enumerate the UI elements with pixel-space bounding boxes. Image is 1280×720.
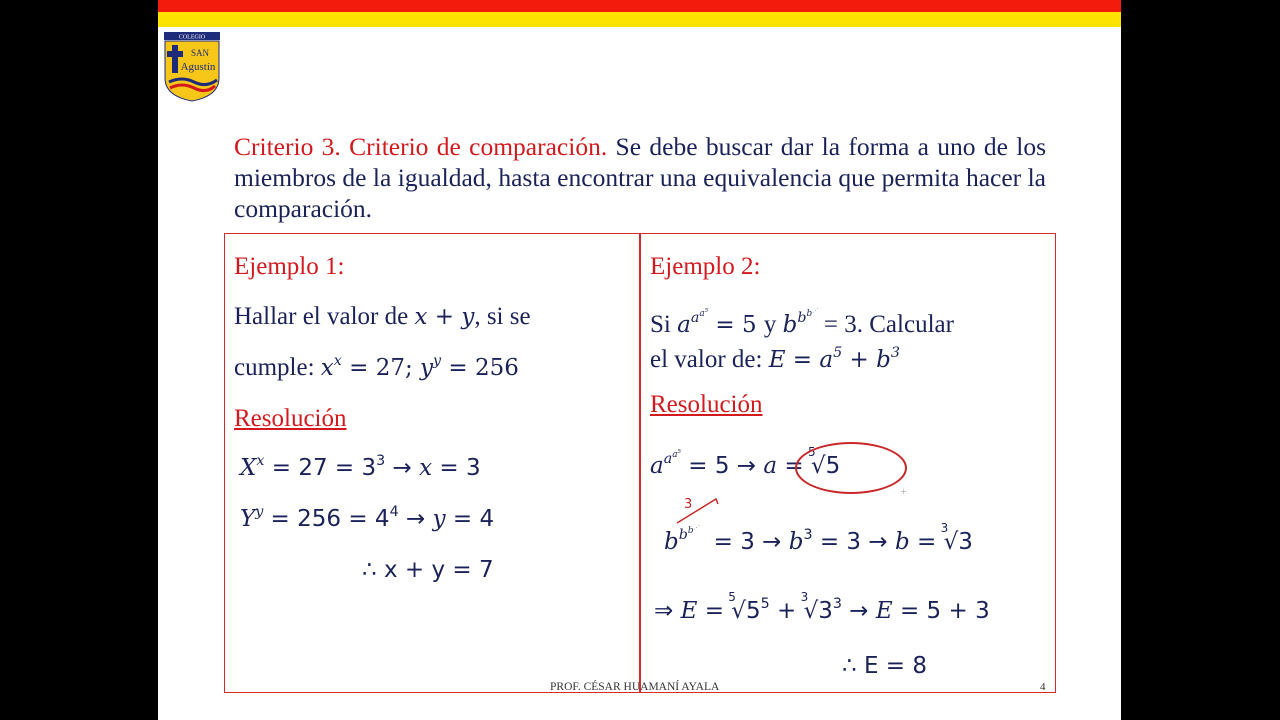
slide: [158, 0, 1121, 720]
answer-highlight-ellipse: [795, 442, 907, 494]
cursor-crosshair-icon: +: [900, 484, 907, 498]
example-2-statement-line1: Si $a^{a^{a^5}} = 5$ y $b^{b^{b^⋰}} = 3$. Calcular: [650, 308, 954, 338]
criterion-description: [234, 131, 1046, 224]
example-2-title: Ejemplo 2:: [650, 253, 761, 280]
criterion-body: Se debe buscar dar la forma a uno de los miembros de la igualdad, hasta encontrar una equivalencia que permita hacer la comparación.: [234, 132, 1046, 223]
header-yellow-band: [158, 12, 1121, 27]
svg-text:COLEGIO: COLEGIO: [178, 34, 206, 41]
svg-text:Agustín: Agustín: [180, 61, 216, 73]
school-logo-icon: [164, 32, 220, 102]
example-2-step-2: $b^{b^{b^⋰}} = 3 \to b^3 = 3 \to b$ = 3 √3: [664, 520, 973, 555]
example-2-resolution-label: Resolución: [650, 391, 763, 418]
criterion-heading: Criterio 3. Criterio de comparación.: [234, 132, 608, 161]
annotation-mark: 3: [684, 497, 693, 512]
example-1-title: Ejemplo 1:: [234, 253, 345, 280]
example-1-result: ∴ x + y = 7: [362, 557, 494, 583]
example-1-step-2: $Y^y = 256 = 4^4 \to y = 4$: [240, 504, 495, 532]
header-red-band: [158, 0, 1121, 12]
example-2-result: ∴ E = 8: [842, 653, 928, 679]
footer-author: PROF. CÉSAR HUAMANÍ AYALA: [550, 681, 720, 693]
example-1-resolution-label: Resolución: [234, 405, 347, 432]
example-2-step-3: ⇒ E = 5 $√5^5$ + 3 $√3^3 \to E = 5 + 3$: [654, 590, 990, 624]
page-number: 4: [1040, 681, 1046, 693]
svg-text:SAN: SAN: [190, 48, 210, 58]
example-1-step-1: $X^x = 27 = 3^3 \to x = 3$: [240, 453, 481, 481]
example-1-statement-line1: Hallar el valor de x + y, si se: [234, 303, 531, 330]
example-2-statement-line2: el valor de: $E = a^5 + b^3$: [650, 345, 900, 373]
annotation-bracket-icon: [674, 496, 719, 526]
example-2-step-1: $a^{a^{a^5}} = 5 \to a$ = 5 √5: [650, 444, 841, 479]
example-1-statement-line2: cumple: $x^x = 27$; $y^y = 256$: [234, 353, 519, 381]
